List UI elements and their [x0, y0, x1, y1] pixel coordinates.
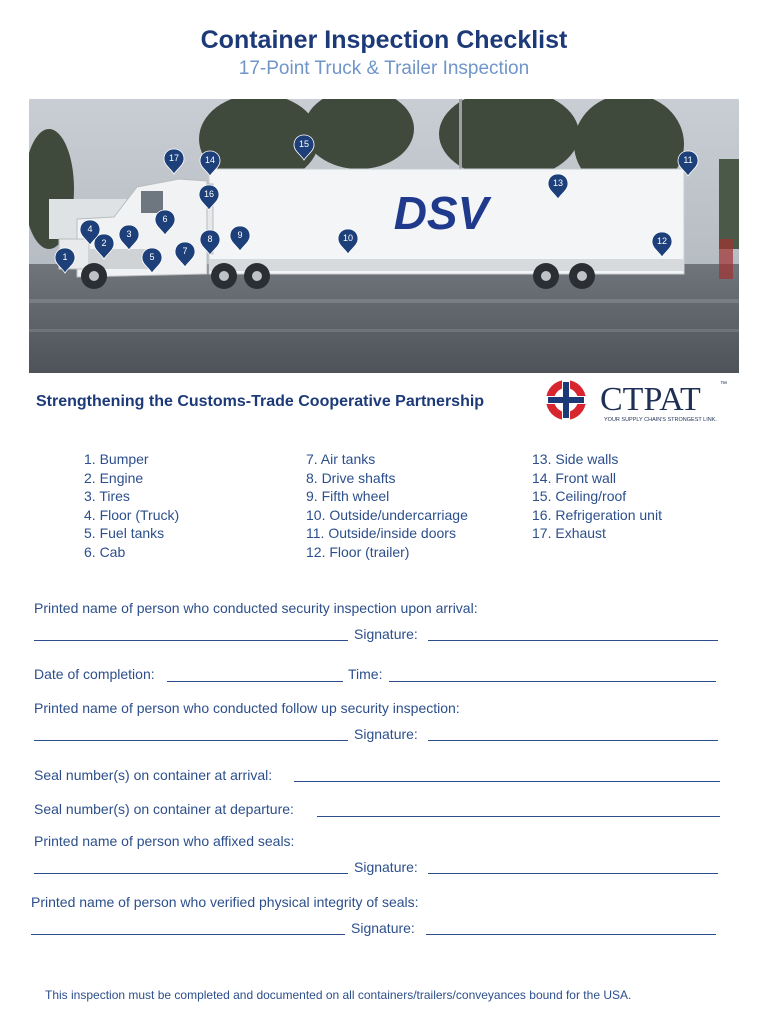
- date-field[interactable]: [167, 681, 343, 682]
- signature-label: Signature:: [351, 920, 415, 936]
- arrival-inspector-label: Printed name of person who conducted security inspection upon arrival:: [34, 600, 478, 616]
- checklist-item: 5. Fuel tanks: [84, 525, 165, 541]
- pin-label: 9: [237, 230, 243, 240]
- checklist-item: 4. Floor (Truck): [84, 506, 180, 523]
- partnership-tagline: Strengthening the Customs-Trade Cooperative Partnership: [36, 393, 485, 410]
- pin-label: 8: [207, 234, 213, 244]
- ctpat-logo-text: CTPAT: [600, 381, 701, 418]
- pin-label: 17: [168, 153, 180, 163]
- ctpat-trademark: ™: [720, 381, 727, 388]
- followup-inspector-label: Printed name of person who conducted follow up security inspection:: [34, 700, 460, 716]
- pin-label: 15: [298, 139, 310, 149]
- seals-verified-signature-field[interactable]: [426, 934, 716, 935]
- page-title: Container Inspection Checklist: [200, 26, 568, 54]
- ctpat-logo: [542, 376, 758, 428]
- checklist-column-3: [532, 450, 662, 543]
- ctpat-emblem-icon: [544, 378, 588, 422]
- pin-label: 1: [62, 252, 68, 262]
- seal-departure-field[interactable]: [317, 816, 720, 817]
- pin-label: 11: [683, 155, 693, 165]
- pin-label: 12: [656, 236, 668, 246]
- pin-label: 6: [162, 214, 168, 224]
- checklist-item: 3. Tires: [84, 488, 130, 504]
- checklist-column-1: [84, 450, 179, 561]
- checklist-item: 1. Bumper: [84, 451, 149, 467]
- checklist-item: 11. Outside/inside doors: [306, 525, 456, 541]
- arrival-signature-field[interactable]: [428, 640, 718, 641]
- pin-label: 2: [101, 238, 107, 248]
- checklist-item: 13. Side walls: [532, 451, 619, 467]
- signature-label: Signature:: [354, 859, 418, 875]
- signature-label: Signature:: [354, 626, 418, 642]
- seals-affixed-label: Printed name of person who affixed seals:: [34, 833, 295, 849]
- seal-arrival-field[interactable]: [294, 781, 720, 782]
- seal-departure-label: Seal number(s) on container at departure:: [34, 801, 294, 817]
- signature-label: Signature:: [354, 726, 418, 742]
- page-subtitle: 17-Point Truck & Trailer Inspection: [238, 58, 530, 79]
- dsv-logo-text: DSV: [393, 187, 489, 239]
- truck-trailer-photo: [29, 99, 739, 373]
- pin-label: 14: [204, 155, 216, 165]
- seal-arrival-label: Seal number(s) on container at arrival:: [34, 767, 273, 783]
- checklist-item: 14. Front wall: [532, 469, 617, 486]
- checklist-column-2: [306, 450, 468, 561]
- checklist-item: 16. Refrigeration unit: [532, 506, 662, 523]
- pin-label: 13: [552, 178, 564, 188]
- checklist-item: 9. Fifth wheel: [306, 488, 390, 504]
- date-label: Date of completion:: [34, 666, 155, 682]
- pin-label: 5: [149, 252, 155, 262]
- checklist-item: 6. Cab: [84, 543, 126, 560]
- seals-verified-label: Printed name of person who verified physical integrity of seals:: [31, 894, 419, 910]
- arrival-inspector-name-field[interactable]: [34, 640, 348, 641]
- followup-signature-field[interactable]: [428, 740, 718, 741]
- seals-verified-name-field[interactable]: [31, 934, 345, 935]
- pin-label: 7: [182, 246, 188, 256]
- checklist-item: 17. Exhaust: [532, 525, 606, 541]
- checklist-item: 15. Ceiling/roof: [532, 488, 627, 504]
- pin-label: 16: [203, 189, 215, 199]
- seals-affixed-name-field[interactable]: [34, 873, 348, 874]
- checklist-item: 12. Floor (trailer): [306, 543, 410, 560]
- checklist-item: 7. Air tanks: [306, 451, 376, 467]
- checklist-item: 10. Outside/undercarriage: [306, 506, 468, 523]
- footer-note: This inspection must be completed and documented on all containers/trailers/conveyances bound for the USA.: [45, 988, 632, 1002]
- pin-label: 10: [342, 233, 354, 243]
- checklist-item: 2. Engine: [84, 469, 144, 486]
- pin-label: 4: [87, 224, 93, 234]
- followup-inspector-name-field[interactable]: [34, 740, 348, 741]
- time-field[interactable]: [389, 681, 716, 682]
- checklist-item: 8. Drive shafts: [306, 469, 396, 486]
- pin-label: 3: [126, 229, 132, 239]
- time-label: Time:: [348, 666, 383, 682]
- seals-affixed-signature-field[interactable]: [428, 873, 718, 874]
- ctpat-slogan: YOUR SUPPLY CHAIN'S STRONGEST LINK.: [604, 417, 717, 423]
